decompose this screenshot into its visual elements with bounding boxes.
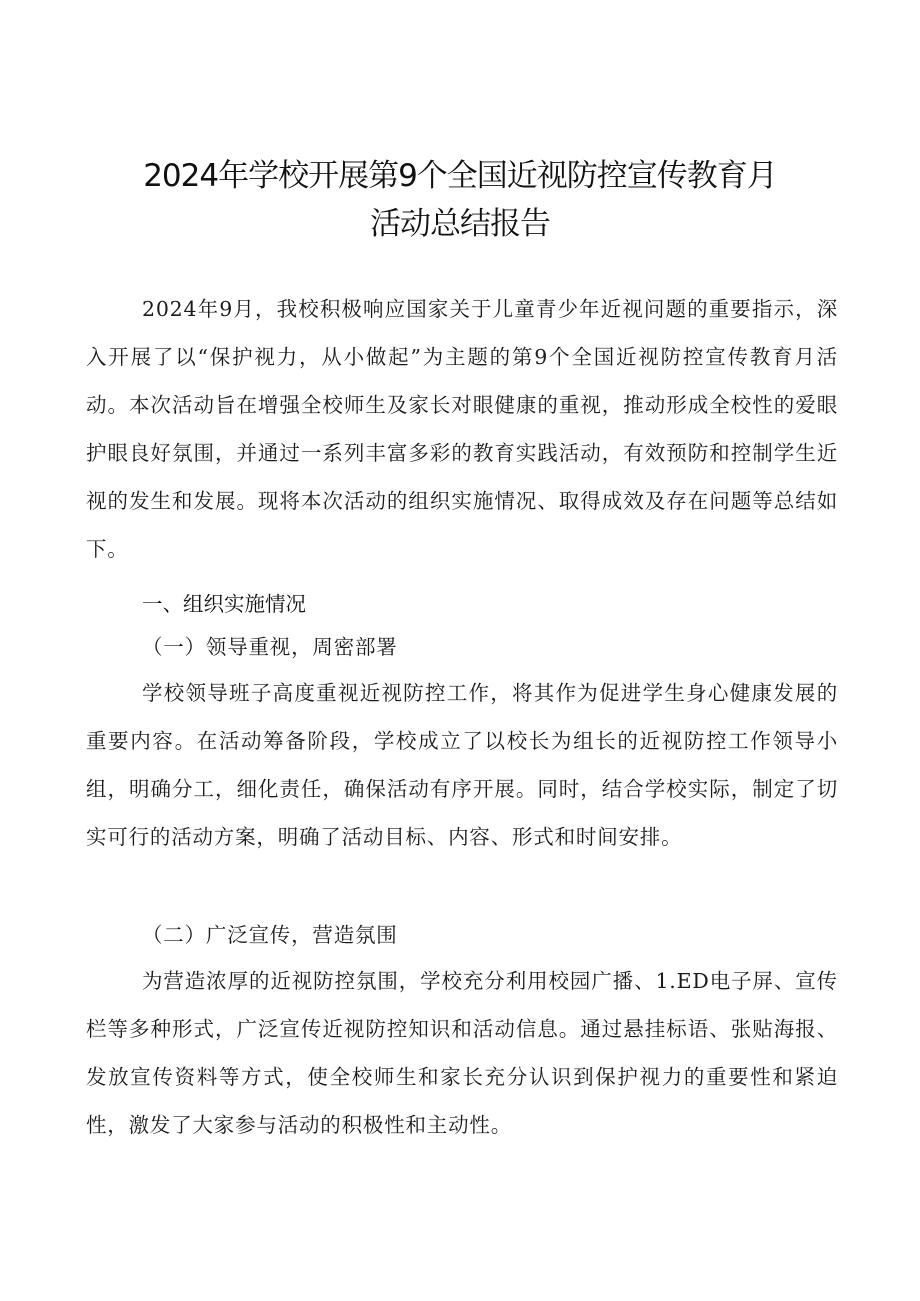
subsection-1-heading: （一）领导重视，周密部署: [142, 635, 398, 659]
subsection-2-heading: （二）广泛宣传，营造氛围: [142, 923, 398, 947]
document-title-line-2: 活动总结报告: [370, 206, 550, 242]
document-title-line-1: 2024年学校开展第9个全国近视防控宣传教育月: [143, 158, 777, 194]
section-1-heading: 一、组织实施情况: [142, 592, 306, 616]
subsection-2-paragraph: 为营造浓厚的近视防控氛围，学校充分利用校园广播、1.ED电子屏、宣传栏等多种形式，广泛宣传近视防控知识和活动信息。通过悬挂标语、张贴海报、发放宣传资料等方式，使全校师生和家长充分认识到保护视力的重要性和紧迫性，激发了大家参与活动的积极性和主动性。: [86, 969, 838, 1137]
subsection-1-paragraph: 学校领导班子高度重视近视防控工作，将其作为促进学生身心健康发展的重要内容。在活动筹备阶段，学校成立了以校长为组长的近视防控工作领导小组，明确分工，细化责任，确保活动有序开展。同时，结合学校实际，制定了切实可行的活动方案，明确了活动目标、内容、形式和时间安排。: [86, 681, 838, 849]
intro-paragraph: 2024年9月，我校积极响应国家关于儿童青少年近视问题的重要指示，深入开展了以“保护视力，从小做起”为主题的第9个全国近视防控宣传教育月活动。本次活动旨在增强全校师生及家长对眼健康的重视，推动形成全校性的爱眼护眼良好氛围，并通过一系列丰富多彩的教育实践活动，有效预防和控制学生近视的发生和发展。现将本次活动的组织实施情况、取得成效及存在问题等总结如下。: [86, 297, 838, 561]
